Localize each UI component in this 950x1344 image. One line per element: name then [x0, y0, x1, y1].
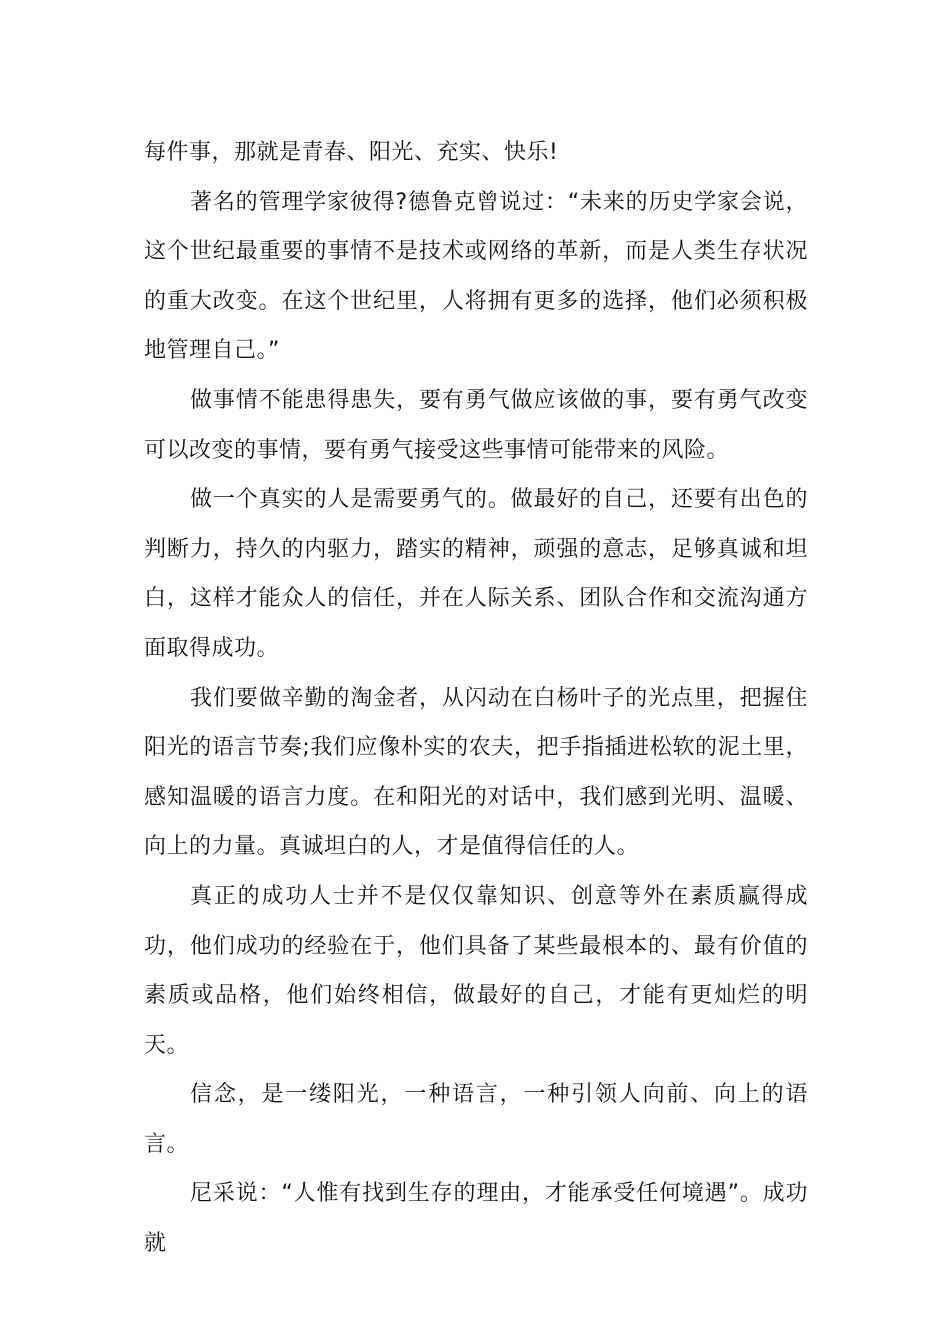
paragraph-gold-digger: 我们要做辛勤的淘金者，从闪动在白杨叶子的光点里，把握住阳光的语言节奏;我们应像朴实的农夫，把手指插进松软的泥土里，感知温暖的语言力度。在和阳光的对话中，我们感到光明、温暖、向上的力量。真诚坦白的人，才是值得信任的人。 — [144, 685, 808, 860]
paragraph-courage: 做事情不能患得患失，要有勇气做应该做的事，要有勇气改变可以改变的事情，要有勇气接受这些事情可能带来的风险。 — [144, 387, 808, 463]
paragraph-be-real: 做一个真实的人是需要勇气的。做最好的自己，还要有出色的判断力，持久的内驱力，踏实的精神，顽强的意志，足够真诚和坦白，这样才能众人的信任，并在人际关系、团队合作和交流沟通方面取得成功。 — [144, 487, 808, 661]
paragraph-success: 真正的成功人士并不是仅仅靠知识、创意等外在素质赢得成功，他们成功的经验在于，他们具备了某些最根本的、最有价值的素质或品格，他们始终相信，做最好的自己，才能有更灿烂的明天。 — [144, 883, 808, 1058]
paragraph-continuation: 每件事，那就是青春、阳光、充实、快乐! — [144, 140, 559, 165]
paragraph-belief: 信念，是一缕阳光，一种语言，一种引领人向前、向上的语言。 — [144, 1082, 808, 1157]
paragraph-drucker-quote: 著名的管理学家彼得?德鲁克曾说过：“未来的历史学家会说，这个世纪最重要的事情不是技术或网络的革新，而是人类生存状况的重大改变。在这个世纪里，人将拥有更多的选择，他们必须积极地管理自己。” — [144, 189, 808, 364]
document-page — [144, 128, 808, 1269]
paragraph-nietzsche: 尼采说：“人惟有找到生存的理由，才能承受任何境遇”。成功就 — [144, 1181, 808, 1257]
